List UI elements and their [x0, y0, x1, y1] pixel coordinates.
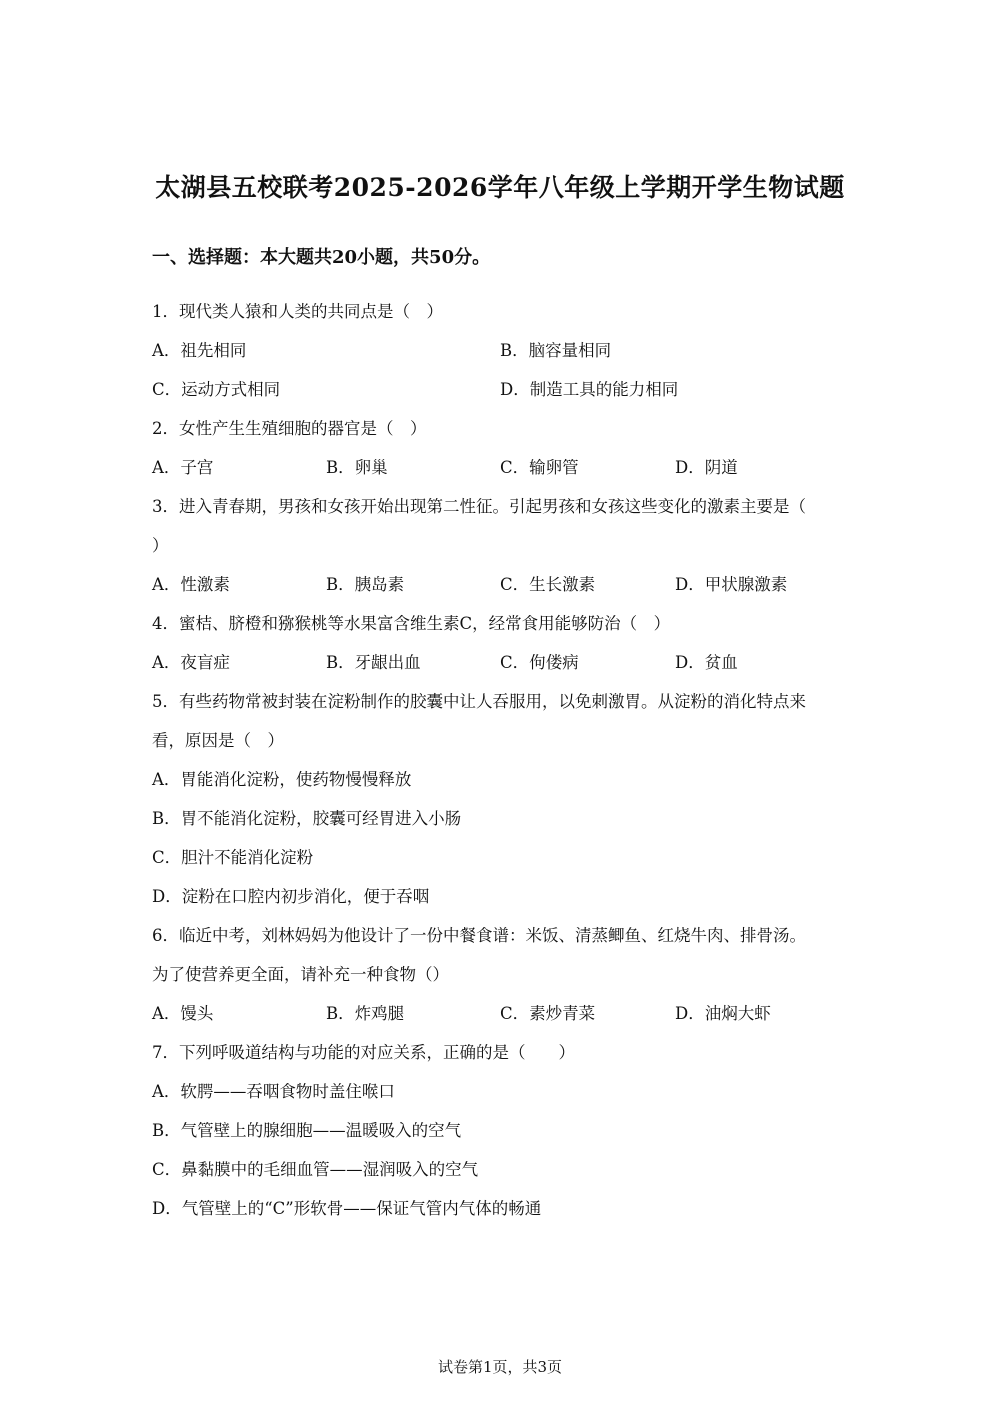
question-7-option-a: A．软腭——吞咽食物时盖住喉口 [152, 1082, 395, 1101]
question-7-option-d: D．气管壁上的“C”形软骨——保证气管内气体的畅通 [152, 1199, 542, 1218]
page-title: 太湖县五校联考2025-2026学年八年级上学期开学生物试题 [155, 173, 845, 202]
question-6-option-b: B．炸鸡腿 [326, 1004, 405, 1023]
question-6-stem-continued: 为了使营养更全面，请补充一种食物（） [152, 965, 449, 984]
question-1-option-d: D．制造工具的能力相同 [500, 380, 679, 399]
question-4-option-c: C．佝偻病 [500, 653, 579, 672]
question-6-option-c: C．素炒青菜 [500, 1004, 596, 1023]
question-7-option-b: B．气管壁上的腺细胞——温暖吸入的空气 [152, 1121, 462, 1140]
question-5-option-a: A．胃能消化淀粉，使药物慢慢释放 [152, 770, 412, 789]
question-2-option-d: D．阴道 [675, 458, 738, 477]
question-1-stem: 1．现代类人猿和人类的共同点是（ ） [152, 302, 443, 321]
question-4-option-a: A．夜盲症 [152, 653, 230, 672]
question-5-option-d: D．淀粉在口腔内初步消化，便于吞咽 [152, 887, 430, 906]
question-2-option-b: B．卵巢 [326, 458, 388, 477]
question-2-option-a: A．子宫 [152, 458, 214, 477]
question-1-option-c: C．运动方式相同 [152, 380, 281, 399]
question-2-option-c: C．输卵管 [500, 458, 579, 477]
question-4-option-d: D．贫血 [675, 653, 738, 672]
question-3-stem-continued: ） [152, 536, 169, 555]
question-1-option-b: B．脑容量相同 [500, 341, 612, 360]
question-5-stem-continued: 看，原因是（ ） [152, 731, 284, 750]
question-3-option-b: B．胰岛素 [326, 575, 405, 594]
question-4-option-b: B．牙龈出血 [326, 653, 421, 672]
question-5-option-c: C．胆汁不能消化淀粉 [152, 848, 314, 867]
question-2-stem: 2．女性产生生殖细胞的器官是（ ） [152, 419, 427, 438]
page-footer: 试卷第1页，共3页 [437, 1358, 563, 1376]
question-6-option-d: D．油焖大虾 [675, 1004, 771, 1023]
question-4-stem: 4．蜜桔、脐橙和猕猴桃等水果富含维生素C，经常食用能够防治（ ） [152, 614, 671, 633]
question-3-stem: 3．进入青春期，男孩和女孩开始出现第二性征。引起男孩和女孩这些变化的激素主要是（ [152, 497, 806, 516]
question-5-option-b: B．胃不能消化淀粉，胶囊可经胃进入小肠 [152, 809, 462, 828]
question-7-option-c: C．鼻黏膜中的毛细血管——湿润吸入的空气 [152, 1160, 479, 1179]
section-heading: 一、选择题：本大题共20小题，共50分。 [152, 247, 491, 268]
question-3-option-d: D．甲状腺激素 [675, 575, 788, 594]
question-7-stem: 7．下列呼吸道结构与功能的对应关系，正确的是（ ） [152, 1043, 575, 1062]
question-6-stem: 6．临近中考，刘林妈妈为他设计了一份中餐食谱：米饭、清蒸鲫鱼、红烧牛肉、排骨汤。 [152, 926, 806, 945]
question-5-stem: 5．有些药物常被封装在淀粉制作的胶囊中让人吞服用，以免刺激胃。从淀粉的消化特点来 [152, 692, 806, 711]
question-3-option-a: A．性激素 [152, 575, 230, 594]
question-6-option-a: A．馒头 [152, 1004, 214, 1023]
question-3-option-c: C．生长激素 [500, 575, 596, 594]
question-1-option-a: A．祖先相同 [152, 341, 247, 360]
